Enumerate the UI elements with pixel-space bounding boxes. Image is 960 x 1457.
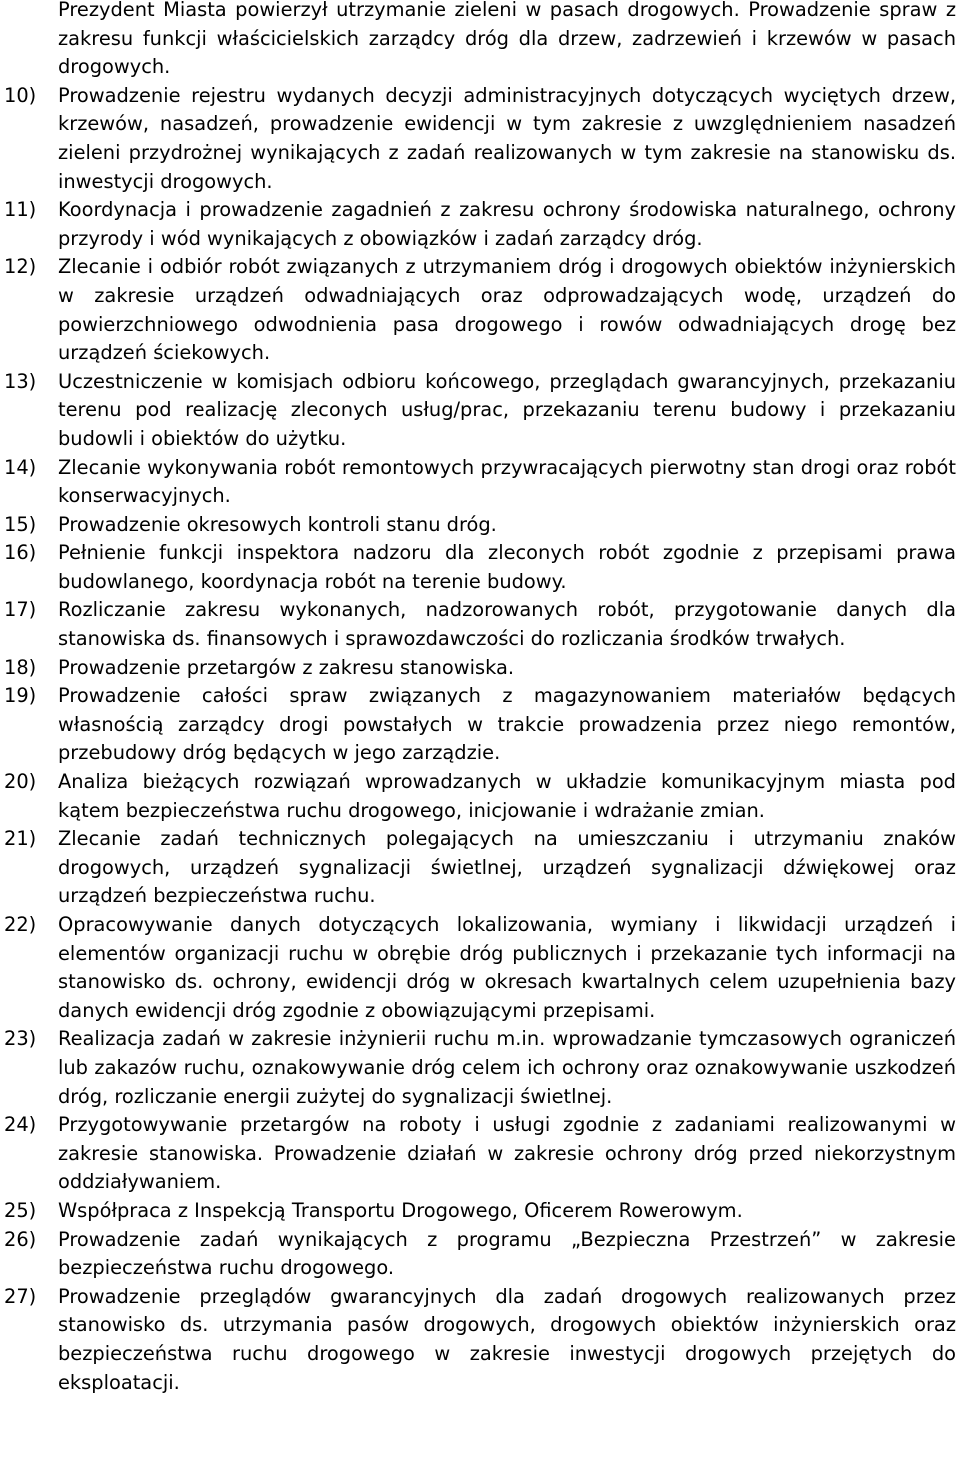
list-item — [4, 196, 956, 253]
list-item — [4, 911, 956, 1025]
item-number: 22) — [4, 913, 37, 936]
item-text: Przygotowywanie przetargów na roboty i usługi zgodnie z zadaniami realizowanymi w zakresie stanowiska. Prowadzenie działań w zakresie ochrony dróg przed niekorzystnym oddziaływaniem. — [58, 1113, 956, 1194]
item-number: 16) — [4, 541, 37, 565]
item-text: Prowadzenie rejestru wydanych decyzji administracyjnych dotyczących wyciętych drzew, krzewów, nasadzeń, prowadzenie ewidencji w tym zakresie z uwzględnieniem nasadzeń zieleni przydrożnej wynikających z zadań realizowanych w tym zakresie na stanowisku ds. inwestycji drogowych. — [58, 83, 956, 193]
item-number: 20) — [4, 770, 37, 794]
list-item — [4, 596, 956, 653]
item-number: 17) — [4, 598, 37, 622]
list-item — [4, 654, 956, 683]
item-text: Realizacja zadań w zakresie inżynierii ruchu m.in. wprowadzanie tymczasowych ograniczeń lub zakazów ruchu, oznakowywanie dróg celem ich ochrony oraz oznakowywanie uszkodzeń dróg, rozliczanie energii zużytej do sygnalizacji świetlnej. — [58, 1027, 956, 1108]
item-number: 13) — [4, 369, 37, 393]
list-item — [4, 1111, 956, 1197]
item-text: Uczestniczenie w komisjach odbioru końcowego, przeglądach gwarancyjnych, przekazaniu terenu pod realizację zleconych usług/prac, przekazaniu terenu budowy i przekazaniu budowli i obiektów do użytku. — [58, 369, 956, 450]
list-item — [4, 1025, 956, 1111]
item-text: Rozliczanie zakresu wykonanych, nadzorowanych robót, przygotowanie danych dla stanowiska ds. finansowych i sprawozdawczości do rozliczania środków trwałych. — [58, 598, 956, 651]
list-item — [4, 539, 956, 596]
intro-paragraph: Prezydent Miasta powierzył utrzymanie zieleni w pasach drogowych. Prowadzenie spraw z zakresu funkcji właścicielskich zarządcy dróg dla drzew, zadrzewień i krzewów w pasach drogowych. — [58, 0, 956, 79]
item-text: Koordynacja i prowadzenie zagadnień z zakresu ochrony środowiska naturalnego, ochrony przyrody i wód wynikających z obowiązków i zadań zarządcy dróg. — [58, 198, 956, 250]
item-text: Prowadzenie przeglądów gwarancyjnych dla zadań drogowych realizowanych przez stanowisko ds. utrzymania pasów drogowych, drogowych obiektów inżynierskich oraz bezpieczeństwa ruchu drogowego w zakresie inwestycji drogowych przejętych do eksploatacji. — [58, 1284, 956, 1394]
item-text: Współpraca z Inspekcją Transportu Drogowego, Oficerem Rowerowym. — [58, 1198, 743, 1222]
item-text: Prowadzenie przetargów z zakresu stanowiska. — [58, 655, 515, 679]
list-item — [4, 768, 956, 825]
list-item — [4, 825, 956, 911]
list-item — [4, 511, 956, 540]
item-text: Prowadzenie okresowych kontroli stanu dróg. — [58, 512, 497, 536]
item-number: 18) — [4, 655, 37, 679]
item-text: Opracowywanie danych dotyczących lokalizowania, wymiany i likwidacji urządzeń i elementów organizacji ruchu w obrębie dróg publicznych i przekazanie tych informacji na stanowisko ds. ochrony, ewidencji dróg w okresach kwartalnych celem uzupełnienia bazy danych ewidencji dróg zgodnie z obowiązującymi przepisami. — [58, 913, 956, 1022]
item-number: 23) — [4, 1027, 37, 1051]
item-number: 10) — [4, 83, 37, 107]
list-item — [4, 682, 956, 768]
list-item — [4, 1283, 956, 1397]
list-item — [4, 368, 956, 454]
item-number: 14) — [4, 455, 37, 479]
item-number: 21) — [4, 827, 37, 851]
item-number: 24) — [4, 1113, 37, 1137]
list-item — [4, 82, 956, 196]
item-number: 27) — [4, 1284, 37, 1308]
item-number: 19) — [4, 684, 37, 708]
item-number: 12) — [4, 255, 37, 279]
item-text: Analiza bieżących rozwiązań wprowadzanych w układzie komunikacyjnym miasta pod kątem bezpieczeństwa ruchu drogowego, inicjowanie i wdrażanie zmian. — [58, 770, 956, 822]
item-number: 15) — [4, 512, 37, 536]
item-number: 26) — [4, 1227, 37, 1251]
item-text: Prowadzenie zadań wynikających z programu „Bezpieczna Przestrzeń” w zakresie bezpieczeństwa ruchu drogowego. — [58, 1227, 956, 1280]
item-text: Pełnienie funkcji inspektora nadzoru dla zleconych robót zgodnie z przepisami prawa budowlanego, koordynacja robót na terenie budowy. — [58, 541, 956, 593]
list-item — [4, 1197, 956, 1226]
item-text: Zlecanie i odbiór robót związanych z utrzymaniem dróg i drogowych obiektów inżynierskich w zakresie urządzeń odwadniających oraz odprowadzających wodę, urządzeń do powierzchniowego odwodnienia pasa drogowego i rowów odwadniających drogę bez urządzeń ściekowych. — [58, 255, 956, 365]
item-number: 25) — [4, 1198, 37, 1222]
item-number: 11) — [4, 198, 37, 222]
list-item — [4, 253, 956, 367]
item-text: Prowadzenie całości spraw związanych z magazynowaniem materiałów będących własnością zarządcy drogi powstałych w trakcie prowadzenia przez niego remontów, przebudowy dróg będących w jego zarządzie. — [58, 684, 956, 765]
list-item — [4, 1226, 956, 1283]
item-text: Zlecanie zadań technicznych polegających na umieszczaniu i utrzymaniu znaków drogowych, urządzeń sygnalizacji świetlnej, urządzeń sygnalizacji dźwiękowej oraz urządzeń bezpieczeństwa ruchu. — [58, 827, 956, 908]
list-item — [4, 454, 956, 511]
item-text: Zlecanie wykonywania robót remontowych przywracających pierwotny stan drogi oraz robót konserwacyjnych. — [58, 455, 956, 508]
